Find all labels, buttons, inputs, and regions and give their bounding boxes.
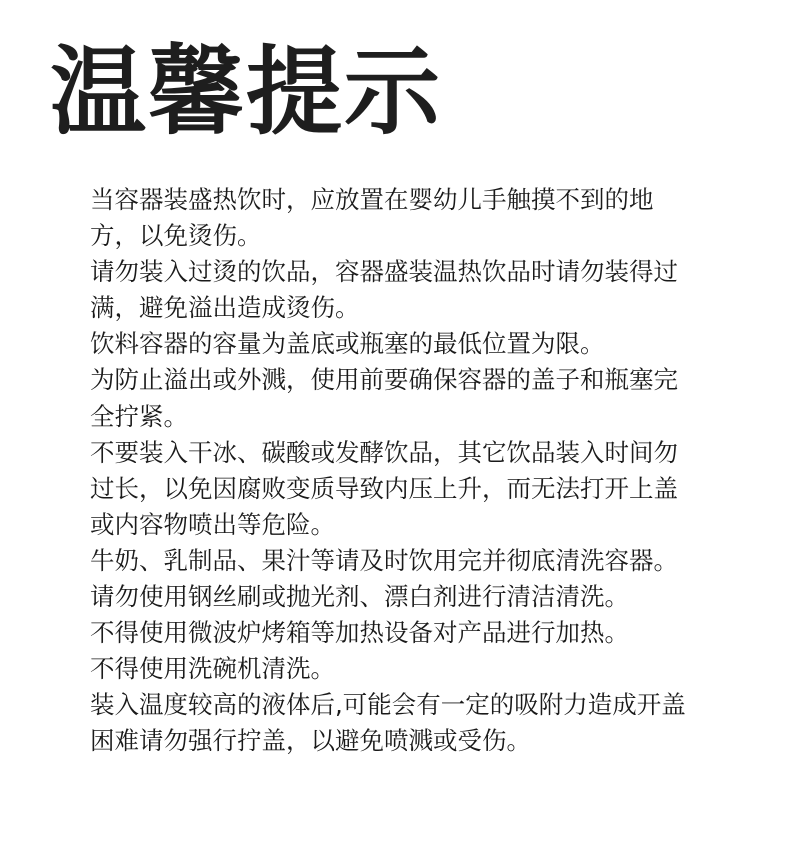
notice-line: 不要装入干冰、碳酸或发酵饮品，其它饮品装入时间勿 — [90, 437, 678, 467]
notice-line: 饮料容器的容量为盖底或瓶塞的最低位置为限。 — [90, 329, 605, 359]
notice-line: 不得使用洗碗机清洗。 — [90, 654, 335, 684]
notice-line: 为防止溢出或外溅，使用前要确保容器的盖子和瓶塞完 — [90, 365, 678, 395]
notice-line: 牛奶、乳制品、果汁等请及时饮用完并彻底清洗容器。 — [90, 545, 678, 575]
notice-line: 过长，以免因腐败变质导致内压上升，而无法打开上盖 — [90, 473, 678, 503]
notice-line: 全拧紧。 — [90, 401, 188, 431]
notice-line: 装入温度较高的液体后,可能会有一定的吸附力造成开盖 — [90, 690, 686, 720]
notice-line: 请勿装入过烫的饮品，容器盛装温热饮品时请勿装得过 — [90, 257, 678, 287]
notice-line: 困难请勿强行拧盖，以避免喷溅或受伤。 — [90, 726, 531, 756]
notice-line: 当容器装盛热饮时，应放置在婴幼儿手触摸不到的地 — [90, 185, 654, 214]
notice-line: 或内容物喷出等危险。 — [90, 509, 335, 539]
notice-text-block — [90, 182, 750, 760]
notice-line: 满，避免溢出造成烫伤。 — [90, 293, 360, 323]
notice-line: 请勿使用钢丝刷或抛光剂、漂白剂进行清洁清洗。 — [90, 582, 629, 612]
notice-line: 方，以免烫伤。 — [90, 221, 262, 251]
page-title: 温馨提示 — [50, 36, 442, 148]
notice-line: 不得使用微波炉烤箱等加热设备对产品进行加热。 — [90, 618, 629, 648]
